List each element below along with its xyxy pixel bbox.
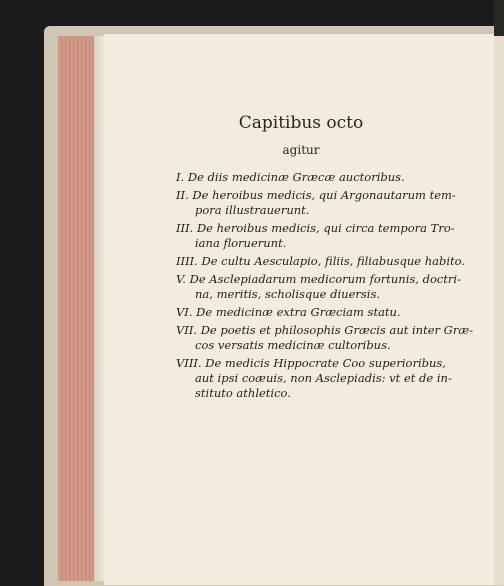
chapter-entry	[176, 305, 476, 320]
chapter-text-continued: aut ipsi coæuis, non Asclepiadis: vt et de in-	[195, 371, 452, 385]
chapter-text: De medicinæ extra Græciam statu.	[196, 305, 401, 319]
chapter-text: De heroibus medicis, qui circa tempora Tro-	[196, 221, 455, 235]
chapter-number: VIII.	[176, 356, 202, 370]
page-edges	[58, 36, 96, 581]
chapter-number: IIII.	[176, 254, 198, 268]
chapter-entry	[176, 323, 476, 353]
chapter-number: V.	[176, 272, 186, 286]
chapter-text: De diis medicinæ Græcæ auctoribus.	[187, 170, 405, 184]
chapter-number: III.	[176, 221, 194, 235]
chapter-entry	[176, 188, 476, 218]
chapter-number: VII.	[176, 323, 198, 337]
chapter-entry	[176, 254, 476, 269]
chapter-text: De medicis Hippocrate Coo superioribus,	[205, 356, 446, 370]
chapter-text-continued: iana floruerunt.	[195, 236, 287, 250]
chapter-entry	[176, 221, 476, 251]
chapter-number: VI.	[176, 305, 193, 319]
chapter-text: De Asclepiadarum medicorum fortunis, doctri-	[189, 272, 461, 286]
chapter-list	[176, 170, 476, 404]
page-title: Capitibus octo	[238, 113, 364, 133]
chapter-text-continued: cos versatis medicinæ cultoribus.	[195, 338, 391, 352]
chapter-entry	[176, 356, 476, 401]
chapter-entry	[176, 170, 476, 185]
page-subtitle: agitur	[282, 143, 320, 157]
chapter-text-continued: pora illustrauerunt.	[195, 203, 310, 217]
chapter-entry	[176, 272, 476, 302]
chapter-text: De cultu Aesculapio, filiis, filiabusque habito.	[201, 254, 466, 268]
chapter-text: De poetis et philosophis Græcis aut inter Græ-	[200, 323, 474, 337]
chapter-text-continued: na, meritis, scholisque diuersis.	[195, 287, 381, 301]
chapter-text: De heroibus medicis, qui Argonautarum tem-	[192, 188, 456, 202]
chapter-text-continued: stituto athletico.	[195, 386, 291, 400]
chapter-number: I.	[176, 170, 185, 184]
facing-page-edge	[494, 0, 504, 585]
chapter-number: II.	[176, 188, 189, 202]
